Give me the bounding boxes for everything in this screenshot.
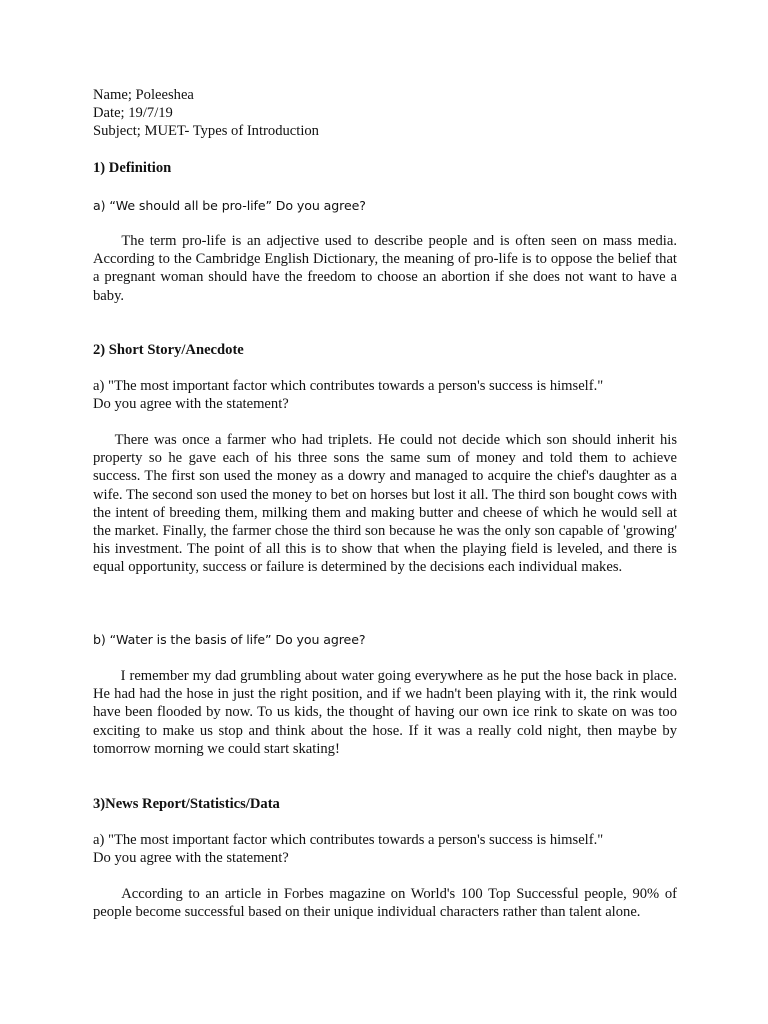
question-block — [93, 631, 677, 649]
answer-block — [93, 232, 681, 305]
document-header — [93, 86, 677, 141]
answer-block — [93, 431, 681, 577]
question-block — [93, 197, 677, 215]
section-short-story — [93, 341, 677, 359]
answer-paragraph: According to an article in Forbes magazine on World's 100 Top Successful people, 90% of people become successful based on their unique individual characters rather than talent alone. — [93, 886, 681, 921]
question-text: a) “We should all be pro-life” Do you agree? — [93, 198, 366, 213]
document-date: Date; 19/7/19 — [93, 105, 173, 122]
question-text: a) "The most important factor which contributes towards a person's success is himself." — [93, 832, 604, 848]
answer-paragraph: There was once a farmer who had triplets. He could not decide which son should inherit his property so he gave each of his three sons the same sum of money and told them to achieve success. The first son used the money as a dowry and managed to acquire the chief's daughter as a wife. The second son used the money to bet on horses but lost it all. The third son bought cows with the intent of breeding them, milking them and making butter and cheese of which he would sell at the market. Finally, the farmer chose the third son because he was the only son capable of 'growing' his investment. The point of all this is to show that when the playing field is leveled, and there is equal opportunity, success or failure is determined by the decisions each individual makes. — [93, 432, 681, 576]
question-text: b) “Water is the basis of life” Do you agree? — [93, 632, 366, 647]
section-news-report — [93, 795, 677, 813]
student-name: Name; Poleeshea — [93, 87, 194, 103]
question-text: Do you agree with the statement? — [93, 396, 289, 413]
section-definition — [93, 159, 677, 177]
question-text: Do you agree with the statement? — [93, 850, 289, 867]
section-heading: 3)News Report/Statistics/Data — [93, 796, 280, 812]
answer-block — [93, 885, 681, 921]
document-subject: Subject; MUET- Types of Introduction — [93, 123, 319, 140]
answer-paragraph: The term pro-life is an adjective used to describe people and is often seen on mass media. According to the Cambridge English Dictionary, the meaning of pro-life is to oppose the belief that a pregnant woman should have the freedom to choose an abortion if she does not want to have a baby. — [93, 233, 681, 304]
question-block — [93, 831, 677, 867]
question-text: a) "The most important factor which contributes towards a person's success is himself." — [93, 378, 604, 394]
section-heading: 1) Definition — [93, 160, 172, 176]
answer-block — [93, 667, 681, 758]
question-block — [93, 377, 677, 413]
section-heading: 2) Short Story/Anecdote — [93, 342, 244, 358]
answer-paragraph: I remember my dad grumbling about water going everywhere as he put the hose back in place. He had had the hose in just the right position, and if we hadn't been playing with it, the rink would have been flooded by now. To us kids, the thought of having our own ice rink to skate on was too exciting to make us stop and think about the hose. If it was a really cold night, then maybe by tomorrow morning we could start skating! — [93, 668, 681, 757]
